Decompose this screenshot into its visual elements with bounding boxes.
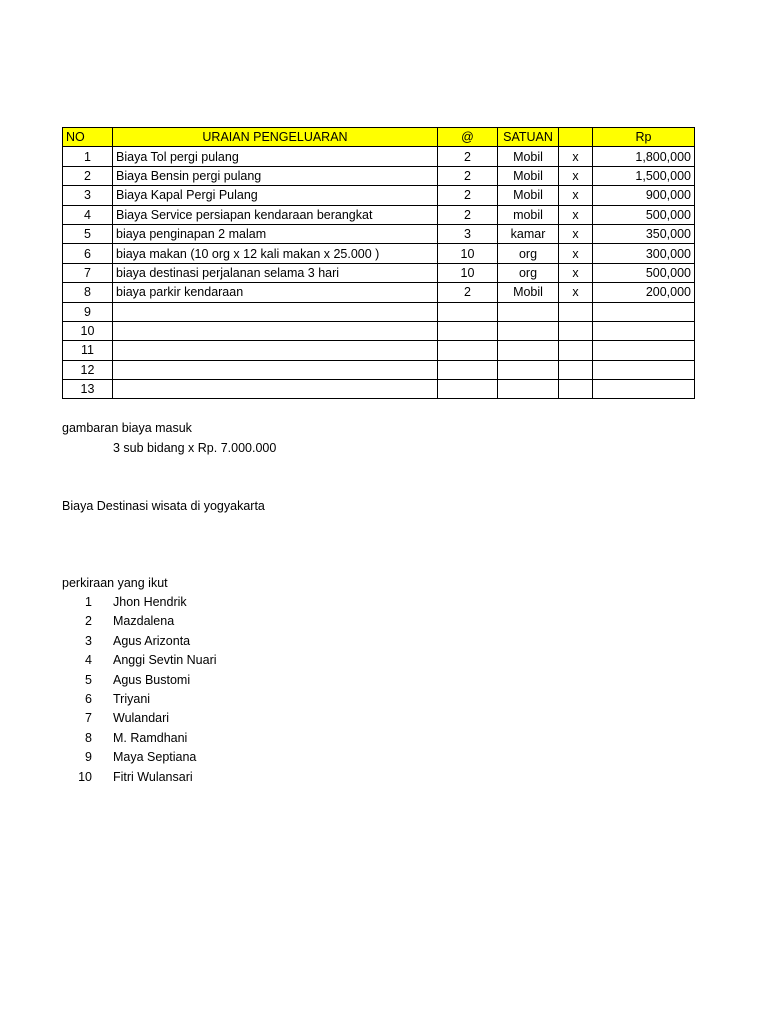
cell-rp: 1,800,000: [593, 147, 695, 166]
cell-no: 7: [63, 263, 113, 282]
cell-no: 9: [63, 302, 113, 321]
table-row: [63, 166, 695, 185]
table-header-row: [63, 128, 695, 147]
participant-name: Mazdalena: [113, 614, 175, 629]
cell-satuan: [498, 302, 559, 321]
list-item: [0, 633, 300, 652]
list-item: [0, 769, 300, 788]
list-item: [0, 613, 300, 632]
cell-at: 3: [438, 224, 498, 243]
table-row: [63, 186, 695, 205]
cell-at: [438, 302, 498, 321]
cell-no: 5: [63, 224, 113, 243]
table-row: [63, 244, 695, 263]
table-row: [63, 205, 695, 224]
cell-x: x: [559, 224, 593, 243]
cell-uraian: [113, 321, 438, 340]
cell-satuan: [498, 380, 559, 399]
cell-satuan: Mobil: [498, 283, 559, 302]
cell-x: x: [559, 283, 593, 302]
cell-uraian: [113, 341, 438, 360]
list-item: [0, 730, 300, 749]
cell-at: 2: [438, 186, 498, 205]
cell-at: 10: [438, 244, 498, 263]
cell-no: 12: [63, 360, 113, 379]
cell-satuan: Mobil: [498, 147, 559, 166]
cell-satuan: Mobil: [498, 166, 559, 185]
cell-no: 6: [63, 244, 113, 263]
cell-rp: 500,000: [593, 205, 695, 224]
table-row: [63, 321, 695, 340]
participant-name: Jhon Hendrik: [113, 595, 187, 609]
participant-number: 4: [85, 653, 92, 668]
cell-no: 8: [63, 283, 113, 302]
header-uraian: URAIAN PENGELUARAN: [113, 128, 438, 147]
cell-x: x: [559, 147, 593, 166]
participant-name: Anggi Sevtin Nuari: [113, 653, 217, 668]
table-row: [63, 224, 695, 243]
cell-uraian: [113, 380, 438, 399]
header-rp: Rp: [593, 128, 695, 147]
list-item: [0, 652, 300, 671]
cell-rp: 300,000: [593, 244, 695, 263]
cell-x: [559, 302, 593, 321]
table-row: [63, 360, 695, 379]
cell-x: [559, 380, 593, 399]
cell-rp: 350,000: [593, 224, 695, 243]
participant-number: 9: [85, 750, 92, 765]
cell-no: 4: [63, 205, 113, 224]
participant-name: Maya Septiana: [113, 750, 197, 765]
participant-name: Agus Arizonta: [113, 633, 191, 648]
cell-rp: [593, 302, 695, 321]
cell-satuan: [498, 321, 559, 340]
participant-name: Agus Bustomi: [113, 672, 191, 687]
table-row: [63, 341, 695, 360]
cell-x: x: [559, 186, 593, 205]
cell-satuan: [498, 360, 559, 379]
cell-satuan: org: [498, 244, 559, 263]
header-x: [559, 128, 593, 147]
cell-x: [559, 341, 593, 360]
cell-uraian: biaya destinasi perjalanan selama 3 hari: [113, 263, 438, 282]
cell-at: [438, 321, 498, 340]
cell-rp: 500,000: [593, 263, 695, 282]
cell-uraian: biaya parkir kendaraan: [113, 283, 438, 302]
cell-at: [438, 380, 498, 399]
cell-uraian: Biaya Kapal Pergi Pulang: [113, 186, 438, 205]
cell-at: 2: [438, 147, 498, 166]
cell-uraian: biaya penginapan 2 malam: [113, 224, 438, 243]
destinasi-note: Biaya Destinasi wisata di yogyakarta: [62, 499, 265, 513]
participant-name: M. Ramdhani: [113, 730, 188, 745]
table-row: [63, 263, 695, 282]
cell-rp: [593, 321, 695, 340]
participant-number: 8: [85, 730, 92, 745]
table-row: [63, 283, 695, 302]
cell-satuan: org: [498, 263, 559, 282]
cell-x: x: [559, 205, 593, 224]
cell-uraian: Biaya Bensin pergi pulang: [113, 166, 438, 185]
header-satuan: SATUAN: [498, 128, 559, 147]
cell-no: 3: [63, 186, 113, 205]
participant-number: 2: [85, 614, 92, 629]
cell-x: x: [559, 166, 593, 185]
cell-at: 2: [438, 205, 498, 224]
list-item: [0, 672, 300, 691]
cell-x: [559, 360, 593, 379]
gambaran-detail: 3 sub bidang x Rp. 7.000.000: [113, 441, 277, 455]
participant-number: 6: [85, 692, 92, 706]
cell-x: [559, 321, 593, 340]
list-item: [0, 594, 300, 613]
participant-name: Fitri Wulansari: [113, 769, 193, 784]
cell-satuan: kamar: [498, 224, 559, 243]
table-row: [63, 302, 695, 321]
participant-name: Wulandari: [113, 711, 170, 726]
cell-at: [438, 360, 498, 379]
cell-no: 13: [63, 380, 113, 399]
cell-satuan: [498, 341, 559, 360]
list-item: [0, 710, 300, 729]
cell-at: [438, 341, 498, 360]
participant-number: 7: [85, 711, 92, 726]
gambaran-label: gambaran biaya masuk: [62, 421, 192, 435]
header-no: NO: [63, 128, 113, 147]
cell-rp: [593, 380, 695, 399]
cell-uraian: Biaya Tol pergi pulang: [113, 147, 438, 166]
participant-number: 3: [85, 633, 92, 648]
cell-at: 2: [438, 166, 498, 185]
cell-rp: 900,000: [593, 186, 695, 205]
cell-at: 2: [438, 283, 498, 302]
cell-rp: [593, 341, 695, 360]
cell-rp: 200,000: [593, 283, 695, 302]
participant-number: 1: [85, 595, 92, 609]
cell-x: x: [559, 263, 593, 282]
list-item: [0, 691, 300, 710]
cell-satuan: Mobil: [498, 186, 559, 205]
cell-satuan: mobil: [498, 205, 559, 224]
cell-no: 10: [63, 321, 113, 340]
cell-no: 11: [63, 341, 113, 360]
cell-rp: [593, 360, 695, 379]
cell-uraian: [113, 302, 438, 321]
cell-no: 1: [63, 147, 113, 166]
table-row: [63, 147, 695, 166]
table-row: [63, 380, 695, 399]
participant-name: Triyani: [113, 692, 151, 706]
cell-x: x: [559, 244, 593, 263]
cell-rp: 1,500,000: [593, 166, 695, 185]
cell-at: 10: [438, 263, 498, 282]
cell-no: 2: [63, 166, 113, 185]
expense-table: [62, 127, 695, 399]
perkiraan-label: perkiraan yang ikut: [62, 576, 168, 590]
participant-number: 5: [85, 672, 92, 687]
cell-uraian: Biaya Service persiapan kendaraan berangkat: [113, 205, 438, 224]
cell-uraian: [113, 360, 438, 379]
participant-number: 10: [78, 769, 92, 784]
cell-uraian: biaya makan (10 org x 12 kali makan x 25.000 ): [113, 244, 438, 263]
list-item: [0, 749, 300, 768]
header-at: @: [438, 128, 498, 147]
